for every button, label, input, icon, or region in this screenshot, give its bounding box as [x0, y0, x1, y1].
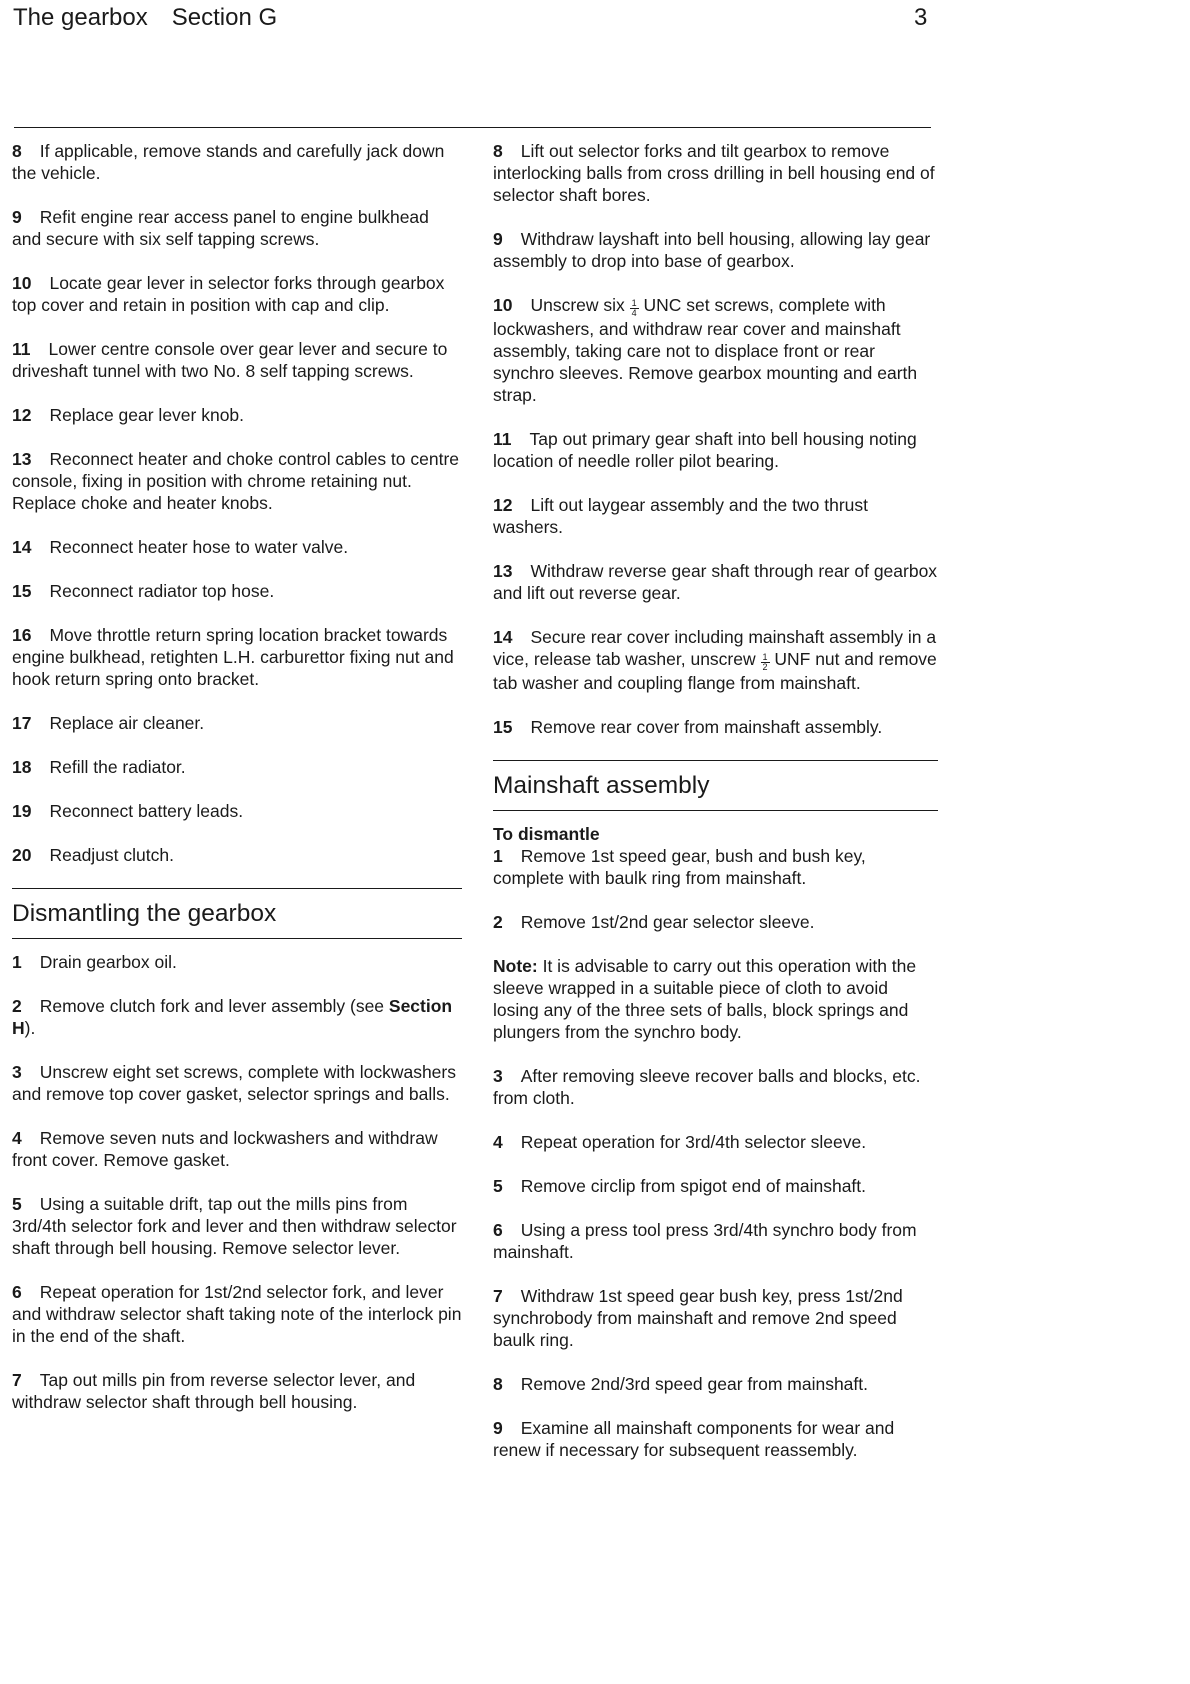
step-item	[493, 560, 938, 604]
step-item	[493, 1065, 938, 1109]
step-item	[493, 1285, 938, 1351]
step-item	[12, 1127, 462, 1171]
step-text: After removing sleeve recover balls and blocks, etc. from cloth.	[493, 1066, 921, 1108]
step-number: 8	[493, 1374, 503, 1394]
dismantling-steps	[12, 951, 462, 1413]
step-text: Using a press tool press 3rd/4th synchro body from mainshaft.	[493, 1220, 917, 1262]
step-text: UNC set screws, complete with lockwashers, and withdraw rear cover and mainshaft assembly, taking care not to displace front or rear synchro sleeves. Remove gearbox mounting and earth strap.	[493, 295, 918, 405]
step-number: 14	[12, 537, 32, 557]
step-text: Replace air cleaner.	[49, 713, 205, 733]
step-number: 6	[493, 1220, 503, 1240]
step-text: ).	[24, 1018, 36, 1038]
mainshaft-steps	[493, 845, 938, 933]
step-text: Locate gear lever in selector forks through gearbox top cover and retain in position with cap and clip.	[12, 273, 445, 315]
note-text: It is advisable to carry out this operation with the sleeve wrapped in a suitable piece of cloth to avoid losing any of the three sets of balls, block springs and plungers from the synchro body.	[493, 956, 917, 1042]
step-text: Unscrew six	[530, 295, 630, 315]
step-item	[493, 1219, 938, 1263]
step-number: 11	[12, 339, 31, 359]
step-item	[493, 294, 938, 406]
subheading: To dismantle	[493, 824, 600, 844]
step-text: Reconnect heater and choke control cables to centre console, fixing in position with chrome retaining nut. Replace choke and heater knobs.	[12, 449, 460, 513]
step-text: Reconnect heater hose to water valve.	[49, 537, 349, 557]
step-item	[12, 536, 462, 558]
step-text: Repeat operation for 3rd/4th selector sleeve.	[520, 1132, 867, 1152]
step-text: UNF nut and remove tab washer and coupling flange from mainshaft.	[493, 649, 937, 693]
step-item	[12, 756, 462, 778]
step-text: Drain gearbox oil.	[39, 952, 177, 972]
step-item	[493, 1373, 938, 1395]
step-text: Lower centre console over gear lever and secure to driveshaft tunnel with two No. 8 self tapping screws.	[12, 339, 448, 381]
step-text: Reconnect battery leads.	[49, 801, 244, 821]
step-item	[12, 272, 462, 316]
step-number: 9	[493, 1418, 503, 1438]
step-number: 10	[12, 273, 32, 293]
step-number: 5	[12, 1194, 22, 1214]
fraction-numerator: 1	[762, 652, 768, 662]
note	[493, 955, 938, 1043]
step-item	[12, 1369, 462, 1413]
step-text: Secure rear cover including mainshaft assembly in a vice, release tab washer, unscrew	[493, 627, 937, 669]
step-number: 12	[12, 405, 32, 425]
step-item	[12, 624, 462, 690]
step-item	[12, 140, 462, 184]
step-number: 17	[12, 713, 32, 733]
step-item	[493, 911, 938, 933]
step-text: Refill the radiator.	[49, 757, 186, 777]
step-number: 5	[493, 1176, 503, 1196]
step-number: 15	[493, 717, 513, 737]
step-item	[12, 448, 462, 514]
step-number: 13	[12, 449, 32, 469]
step-item	[12, 951, 462, 973]
step-text: Tap out primary gear shaft into bell housing noting location of needle roller pilot bearing.	[493, 429, 917, 471]
step-number: 1	[12, 952, 22, 972]
step-item	[493, 845, 938, 889]
step-number: 11	[493, 429, 512, 449]
step-text: Remove 2nd/3rd speed gear from mainshaft.	[520, 1374, 868, 1394]
step-item	[12, 800, 462, 822]
step-text: Remove 1st/2nd gear selector sleeve.	[520, 912, 815, 932]
step-text: Remove circlip from spigot end of mainshaft.	[520, 1176, 867, 1196]
step-text: Remove rear cover from mainshaft assembly.	[530, 717, 883, 737]
step-text: Remove seven nuts and lockwashers and withdraw front cover. Remove gasket.	[12, 1128, 438, 1170]
step-number: 12	[493, 495, 513, 515]
step-item	[12, 1281, 462, 1347]
step-number: 1	[493, 846, 503, 866]
step-number: 4	[493, 1132, 503, 1152]
section-rule	[493, 810, 938, 811]
step-item	[12, 1061, 462, 1105]
step-text: If applicable, remove stands and carefully jack down the vehicle.	[12, 141, 445, 183]
step-text: Refit engine rear access panel to engine bulkhead and secure with six self tapping screws.	[12, 207, 429, 249]
step-number: 19	[12, 801, 32, 821]
step-text: Remove clutch fork and lever assembly (see	[39, 996, 389, 1016]
step-text: Move throttle return spring location bracket towards engine bulkhead, retighten L.H. carburettor fixing nut and hook return spring onto bracket.	[12, 625, 454, 689]
step-item	[12, 712, 462, 734]
step-number: 18	[12, 757, 32, 777]
page-number: 3	[914, 4, 928, 31]
step-item	[493, 1175, 938, 1197]
step-item	[493, 1417, 938, 1461]
step-text: Replace gear lever knob.	[49, 405, 245, 425]
section-rule	[12, 938, 462, 939]
fraction-denominator: 2	[762, 662, 768, 672]
step-text: Tap out mills pin from reverse selector lever, and withdraw selector shaft through bell housing.	[12, 1370, 416, 1412]
step-item	[493, 626, 938, 694]
step-text: Examine all mainshaft components for wear and renew if necessary for subsequent reassembly.	[493, 1418, 895, 1460]
step-number: 6	[12, 1282, 22, 1302]
step-text: Unscrew eight set screws, complete with lockwashers and remove top cover gasket, selector springs and balls.	[12, 1062, 456, 1104]
reassembly-steps	[12, 140, 462, 866]
mainshaft-steps-continued	[493, 1065, 938, 1461]
step-item	[493, 428, 938, 472]
section-reference: Section H	[12, 996, 453, 1038]
step-number: 16	[12, 625, 32, 645]
section-title-dismantling: Dismantling the gearbox	[12, 900, 277, 927]
step-number: 2	[493, 912, 503, 932]
fraction-numerator: 1	[631, 298, 637, 308]
step-number: 14	[493, 627, 513, 647]
step-number: 3	[493, 1066, 503, 1086]
step-number: 9	[493, 229, 503, 249]
step-number: 20	[12, 845, 32, 865]
step-number: 9	[12, 207, 22, 227]
header-rule	[14, 127, 931, 128]
section-title-mainshaft: Mainshaft assembly	[493, 772, 710, 799]
step-number: 13	[493, 561, 513, 581]
step-item	[12, 206, 462, 250]
step-text: Repeat operation for 1st/2nd selector fork, and lever and withdraw selector shaft taking note of the interlock pin in the end of the shaft.	[12, 1282, 462, 1346]
step-item	[493, 228, 938, 272]
step-number: 10	[493, 295, 513, 315]
step-item	[12, 580, 462, 602]
step-text: Withdraw layshaft into bell housing, allowing lay gear assembly to drop into base of gearbox.	[493, 229, 931, 271]
step-text: Using a suitable drift, tap out the mills pins from 3rd/4th selector fork and lever and then withdraw selector shaft through bell housing. Remove selector lever.	[12, 1194, 457, 1258]
step-item	[493, 1131, 938, 1153]
step-number: 2	[12, 996, 22, 1016]
step-text: Lift out selector forks and tilt gearbox to remove interlocking balls from cross drilling in bell housing end of selector shaft bores.	[493, 141, 935, 205]
step-text: Readjust clutch.	[49, 845, 174, 865]
left-column	[12, 140, 462, 1435]
fraction-denominator: 4	[631, 308, 637, 318]
step-item	[12, 404, 462, 426]
step-number: 3	[12, 1062, 22, 1082]
step-item	[493, 494, 938, 538]
section-name: Section G	[171, 4, 278, 31]
step-number: 15	[12, 581, 32, 601]
step-item	[493, 140, 938, 206]
step-text: Withdraw reverse gear shaft through rear of gearbox and lift out reverse gear.	[493, 561, 938, 603]
step-text: Remove 1st speed gear, bush and bush key, complete with baulk ring from mainshaft.	[493, 846, 866, 888]
step-number: 7	[12, 1370, 22, 1390]
step-text: Lift out laygear assembly and the two thrust washers.	[493, 495, 869, 537]
step-number: 7	[493, 1286, 503, 1306]
step-item	[12, 844, 462, 866]
step-item	[493, 716, 938, 738]
step-item	[12, 338, 462, 382]
step-number: 4	[12, 1128, 22, 1148]
step-item	[12, 995, 462, 1039]
note-label: Note:	[493, 956, 538, 976]
fraction	[630, 299, 639, 318]
step-item	[12, 1193, 462, 1259]
step-number: 8	[12, 141, 22, 161]
right-column	[493, 140, 938, 1483]
chapter-title	[13, 4, 277, 32]
dismantling-steps-continued	[493, 140, 938, 738]
fraction	[761, 653, 770, 672]
step-text: Withdraw 1st speed gear bush key, press 1st/2nd synchrobody from mainshaft and remove 2nd speed baulk ring.	[493, 1286, 903, 1350]
step-number: 8	[493, 141, 503, 161]
step-text: Reconnect radiator top hose.	[49, 581, 275, 601]
chapter-name: The gearbox	[13, 4, 148, 31]
